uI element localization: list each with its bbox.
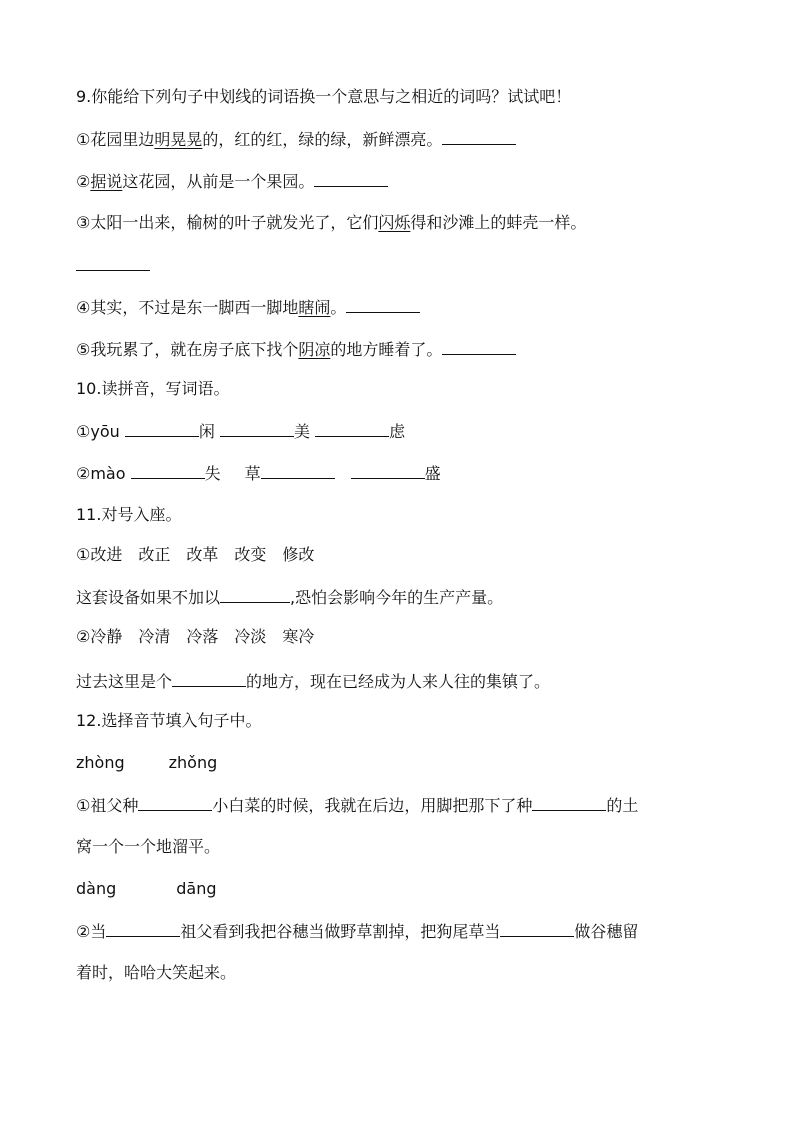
q9-item-1-pre: ①花园里边 — [76, 130, 155, 149]
q9-item-2-pre: ② — [76, 172, 91, 191]
q10-row-2-word-3: 盛 — [424, 464, 441, 483]
q12-sentence-1-part-a: ①祖父种 — [76, 796, 139, 815]
q11-word-group-2: ②冷静 冷清 冷落 冷淡 寒冷 — [76, 627, 315, 646]
q12-pinyin-2a: dàng — [76, 879, 117, 898]
q12-sentence-2-blank-2[interactable] — [500, 920, 574, 937]
q9-item-4-post: 。 — [330, 298, 347, 317]
q11-sentence-2-blank[interactable] — [172, 670, 246, 687]
q10-row-2-word-1: 失 — [204, 464, 221, 483]
q12-sentence-1-blank-2[interactable] — [532, 794, 606, 811]
q12-pinyin-2b: dāng — [176, 879, 217, 898]
q9-item-5-answer-blank[interactable] — [442, 338, 516, 355]
q10-row-1-blank-3[interactable] — [315, 420, 389, 437]
q9-item-5-post: 的地方睡着了。 — [330, 340, 443, 359]
q11-sentence-2-part-b: 的地方，现在已经成为人来人往的集镇了。 — [246, 672, 551, 691]
q12-sentence-1-blank-1[interactable] — [138, 794, 212, 811]
q9-item-2-post: 这花园，从前是一个果园。 — [122, 172, 315, 191]
q12-sentence-2-part-b: 祖父看到我把谷穗当做野草割掉，把狗尾草当 — [180, 922, 501, 941]
q9-item-3-answer-blank[interactable] — [76, 254, 150, 271]
q10-row-2-blank-1[interactable] — [131, 462, 205, 479]
q9-item-1-post: 的，红的红，绿的绿，新鲜漂亮。 — [202, 130, 443, 149]
q9-item-3 — [76, 212, 586, 234]
q11-sentence-1-part-b: ,恐怕会影响今年的生产产量。 — [290, 588, 504, 607]
q12-pinyin-options-1 — [76, 752, 217, 774]
q9-item-5-pre: ⑤我玩累了，就在房子底下找个 — [76, 340, 299, 359]
q11-word-group-1: ①改进 改正 改革 改变 修改 — [76, 545, 315, 564]
q9-item-4-answer-blank[interactable] — [346, 296, 420, 313]
q12-sentence-1-part-c: 的土 — [606, 796, 639, 815]
q10-row-1-blank-1[interactable] — [125, 420, 199, 437]
q10-row-1-word-2: 美 — [293, 422, 310, 441]
q9-title: 9.你能给下列句子中划线的词语换一个意思与之相近的词吗？试试吧！ — [76, 87, 572, 106]
q9-item-2 — [76, 170, 388, 193]
q10-row-1-word-3: 虑 — [389, 422, 406, 441]
q10-title: 10.读拼音，写词语。 — [76, 379, 230, 398]
q9-item-1-answer-blank[interactable] — [442, 128, 516, 145]
q10-row-2 — [76, 462, 441, 485]
q11-sentence-1-part-a: 这套设备如果不加以 — [76, 588, 221, 607]
q10-row-1-blank-2[interactable] — [220, 420, 294, 437]
q9-item-5 — [76, 338, 516, 361]
q11-title: 11.对号入座。 — [76, 505, 182, 524]
q9-item-1-underlined-word: 明晃晃 — [154, 130, 203, 149]
q9-item-4-underlined-word: 瞎闹 — [298, 298, 331, 317]
q10-row-2-pinyin: ②mào — [76, 464, 126, 483]
q10-row-1-pinyin: ①yōu — [76, 422, 120, 441]
q9-item-5-underlined-word: 阴凉 — [298, 340, 331, 359]
q12-sentence-2-part-c: 做谷穗留 — [574, 922, 639, 941]
q10-row-2-blank-3[interactable] — [351, 462, 425, 479]
q11-sentence-1 — [76, 586, 503, 609]
q12-sentence-2-line-2: 着时，哈哈大笑起来。 — [76, 963, 237, 982]
q9-item-3-post: 得和沙滩上的蚌壳一样。 — [410, 213, 587, 232]
q12-sentence-2-part-a: ②当 — [76, 922, 107, 941]
q9-item-1 — [76, 128, 516, 151]
q9-item-3-underlined-word: 闪烁 — [378, 213, 411, 232]
q9-item-2-underlined-word: 据说 — [90, 172, 123, 191]
q12-title: 12.选择音节填入句子中。 — [76, 711, 262, 730]
q11-sentence-2-part-a: 过去这里是个 — [76, 672, 173, 691]
q12-sentence-2-blank-1[interactable] — [106, 920, 180, 937]
q12-sentence-1-part-b: 小白菜的时候，我就在后边，用脚把那下了种 — [212, 796, 533, 815]
q9-item-3-answer-line — [76, 254, 150, 277]
q9-item-4 — [76, 296, 420, 319]
q12-sentence-2-line-1 — [76, 920, 638, 943]
q11-sentence-1-blank[interactable] — [220, 586, 290, 603]
q12-sentence-1-line-2: 窝一个一个地溜平。 — [76, 837, 221, 856]
q12-pinyin-1a: zhòng — [76, 753, 125, 772]
q9-item-4-pre: ④其实，不过是东一脚西一脚地 — [76, 298, 299, 317]
q9-item-2-answer-blank[interactable] — [314, 170, 388, 187]
q10-row-2-word-2: 草 — [244, 464, 261, 483]
q12-sentence-1-line-1 — [76, 794, 638, 817]
q12-pinyin-options-2 — [76, 878, 217, 900]
q12-pinyin-1b: zhǒng — [168, 753, 218, 772]
q9-item-3-pre: ③太阳一出来，榆树的叶子就发光了，它们 — [76, 213, 379, 232]
q10-row-1 — [76, 420, 405, 443]
q11-sentence-2 — [76, 670, 550, 693]
q10-row-2-blank-2[interactable] — [261, 462, 335, 479]
q10-row-1-word-1: 闲 — [198, 422, 215, 441]
